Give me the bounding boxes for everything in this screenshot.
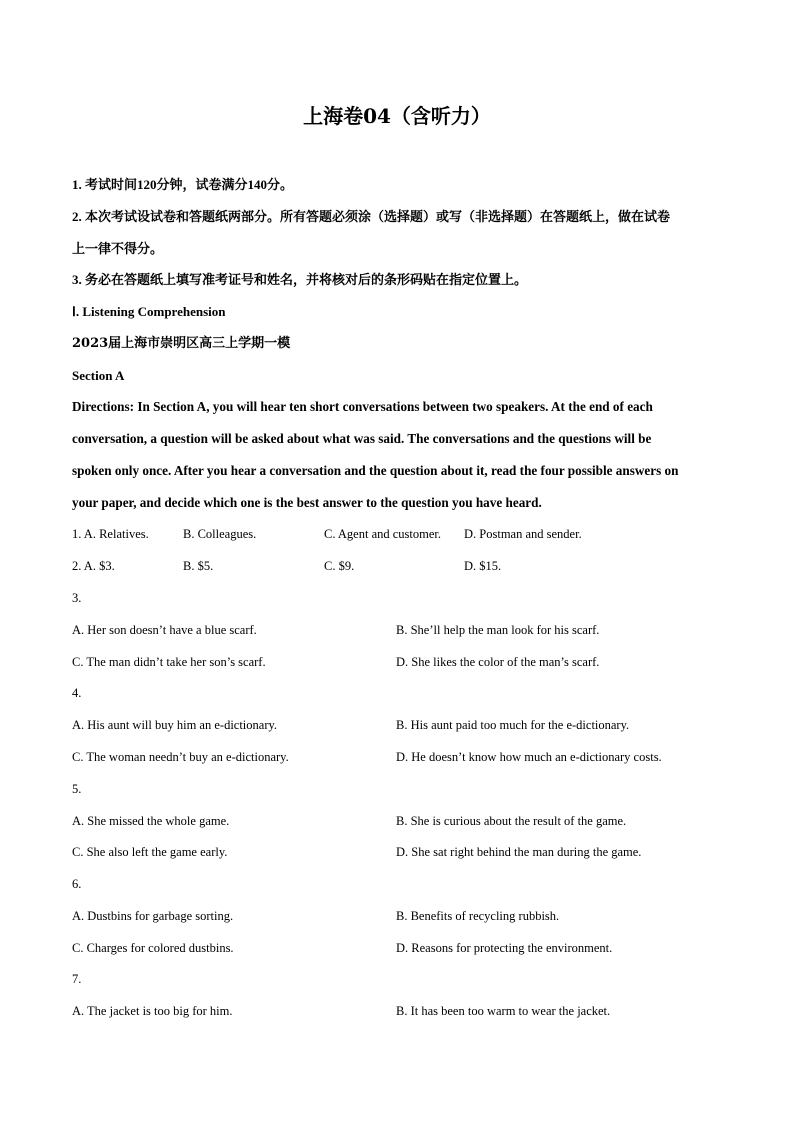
q5-option-c: C. She also left the game early. xyxy=(72,845,228,859)
q3-number: 3. xyxy=(72,591,82,605)
q3-option-c: C. The man didn’t take her son’s scarf. xyxy=(72,655,266,669)
q6-option-b: B. Benefits of recycling rubbish. xyxy=(396,909,560,923)
notice-3: 3. 务必在答题纸上填写准考证号和姓名，并将核对后的条形码贴在指定位置上。 xyxy=(72,272,528,287)
q5-option-d: D. She sat right behind the man during the game. xyxy=(396,845,642,859)
q1-option-d: D. Postman and sender. xyxy=(464,527,582,541)
q1-option-c: C. Agent and customer. xyxy=(324,527,441,541)
q5-number: 5. xyxy=(72,782,82,796)
notice-2: 2. 本次考试设试卷和答题纸两部分。所有答题必须涂（选择题）或写（非选择题）在答题纸上，做在试卷 xyxy=(72,209,671,224)
page-title: 上海卷04（含听力） xyxy=(303,104,491,128)
q5-option-b: B. She is curious about the result of the game. xyxy=(396,814,627,828)
q4-option-b: B. His aunt paid too much for the e-dictionary. xyxy=(396,718,630,732)
q6-number: 6. xyxy=(72,877,82,891)
directions-line-2: conversation, a question will be asked about what was said. The conversations and the questions will be xyxy=(72,431,652,446)
q3-option-a: A. Her son doesn’t have a blue scarf. xyxy=(72,623,257,637)
source-line: 2023届上海市崇明区高三上学期一模 xyxy=(72,336,291,351)
q6-option-d: D. Reasons for protecting the environment. xyxy=(396,941,613,955)
q4-option-c: C. The woman needn’t buy an e-dictionary. xyxy=(72,750,289,764)
q6-option-a: A. Dustbins for garbage sorting. xyxy=(72,909,234,923)
q1-option-a: 1. A. Relatives. xyxy=(72,527,149,541)
q4-option-d: D. He doesn’t know how much an e-dictionary costs. xyxy=(396,750,662,764)
q7-number: 7. xyxy=(72,972,82,986)
q3-option-d: D. She likes the color of the man’s scarf. xyxy=(396,655,600,669)
q4-number: 4. xyxy=(72,686,82,700)
q6-option-c: C. Charges for colored dustbins. xyxy=(72,941,234,955)
q3-option-b: B. She’ll help the man look for his scarf. xyxy=(396,623,600,637)
section-heading: Section A xyxy=(72,368,125,383)
q7-option-b: B. It has been too warm to wear the jacket. xyxy=(396,1004,611,1018)
q2-option-a: 2. A. $3. xyxy=(72,559,115,573)
notice-1: 1. 考试时间120分钟，试卷满分140分。 xyxy=(72,177,294,192)
part-heading: Ⅰ. Listening Comprehension xyxy=(72,304,226,319)
directions-line-3: spoken only once. After you hear a conversation and the question about it, read the four possible answers on xyxy=(72,463,679,478)
q1-option-b: B. Colleagues. xyxy=(183,527,257,541)
q2-option-b: B. $5. xyxy=(183,559,214,573)
notice-2-cont: 上一律不得分。 xyxy=(72,241,164,256)
q4-option-a: A. His aunt will buy him an e-dictionary. xyxy=(72,718,278,732)
directions-line-4: your paper, and decide which one is the best answer to the question you have heard. xyxy=(72,495,542,510)
directions-line-1: Directions: In Section A, you will hear ten short conversations between two speakers. At the end of each xyxy=(72,399,653,414)
q5-option-a: A. She missed the whole game. xyxy=(72,814,230,828)
q2-option-c: C. $9. xyxy=(324,559,355,573)
q2-option-d: D. $15. xyxy=(464,559,502,573)
q7-option-a: A. The jacket is too big for him. xyxy=(72,1004,233,1018)
